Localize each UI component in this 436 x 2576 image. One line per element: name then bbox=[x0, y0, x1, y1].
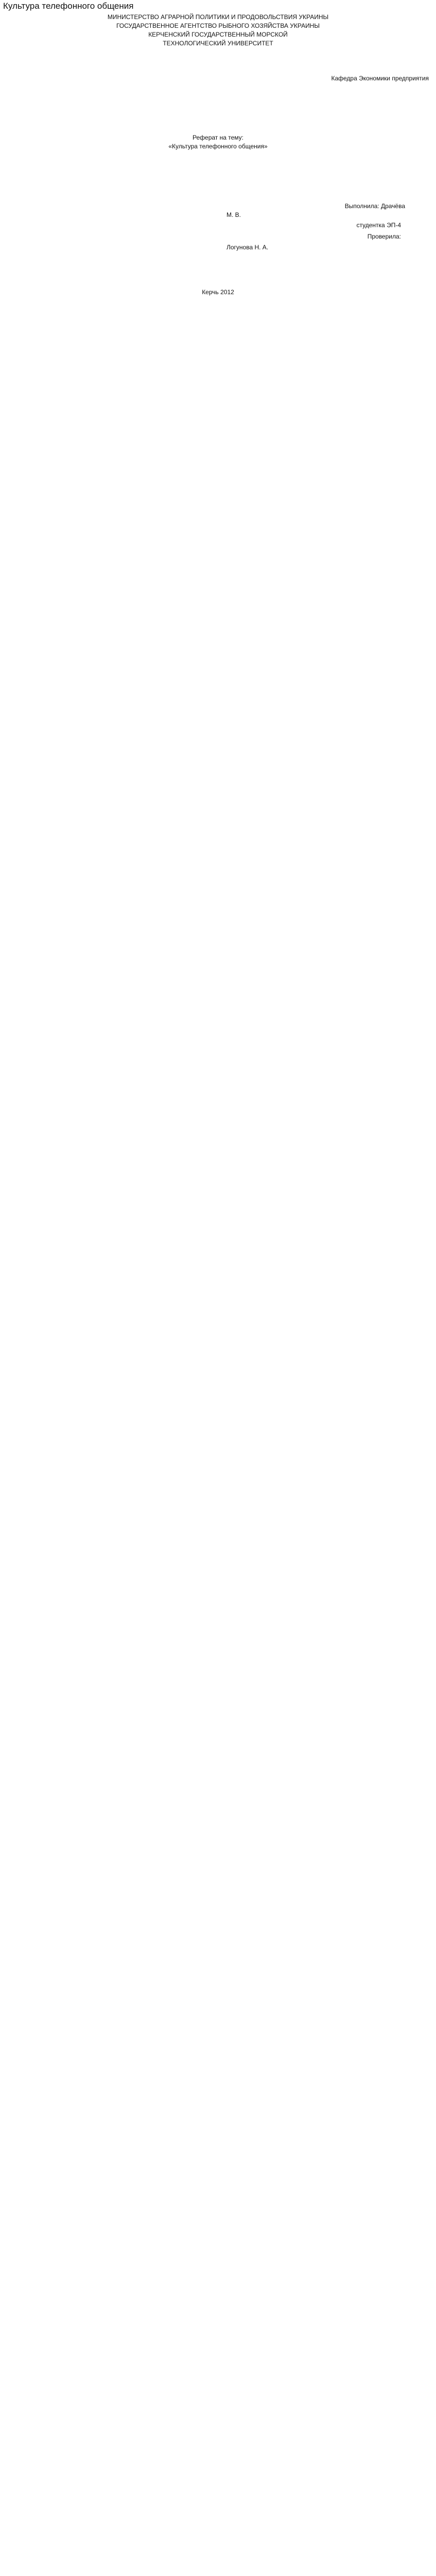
institution-line: МИНИСТЕРСТВО АГРАРНОЙ ПОЛИТИКИ И ПРОДОВОЛЬСТВИЯ УКРАИНЫ bbox=[107, 13, 329, 21]
checked-label: Проверила: bbox=[367, 233, 401, 240]
institution-line: КЕРЧЕНСКИЙ ГОСУДАРСТВЕННЫЙ МОРСКОЙ bbox=[148, 31, 288, 38]
paragraph bbox=[3, 1016, 432, 1078]
paragraph bbox=[3, 950, 432, 1012]
paragraph bbox=[3, 686, 432, 748]
performed-label: Выполнила: Драчёва bbox=[344, 202, 405, 210]
page-title: Культура телефонного общения bbox=[3, 1, 134, 11]
paragraph bbox=[3, 488, 432, 550]
paragraph bbox=[3, 818, 432, 880]
body-text bbox=[3, 422, 432, 1082]
city-year: Керчь 2012 bbox=[202, 289, 234, 296]
paragraph bbox=[3, 752, 432, 814]
checker-name: Логунова Н. А. bbox=[226, 244, 269, 251]
paragraph bbox=[3, 884, 432, 946]
student-group: студентка ЭП-4 bbox=[356, 222, 401, 229]
author-initials: М. В. bbox=[226, 211, 241, 218]
institution-line: ГОСУДАРСТВЕННОЕ АГЕНТСТВО РЫБНОГО ХОЗЯЙСТВА УКРАИНЫ bbox=[116, 22, 320, 29]
institution-line: ТЕХНОЛОГИЧЕСКИЙ УНИВЕРСИТЕТ bbox=[163, 40, 273, 47]
paragraph bbox=[3, 422, 432, 484]
paragraph bbox=[3, 554, 432, 616]
report-label: Реферат на тему: bbox=[193, 134, 243, 141]
paragraph bbox=[3, 620, 432, 682]
report-topic: «Культура телефонного общения» bbox=[168, 143, 268, 150]
department: Кафедра Экономики предприятия bbox=[331, 75, 429, 82]
